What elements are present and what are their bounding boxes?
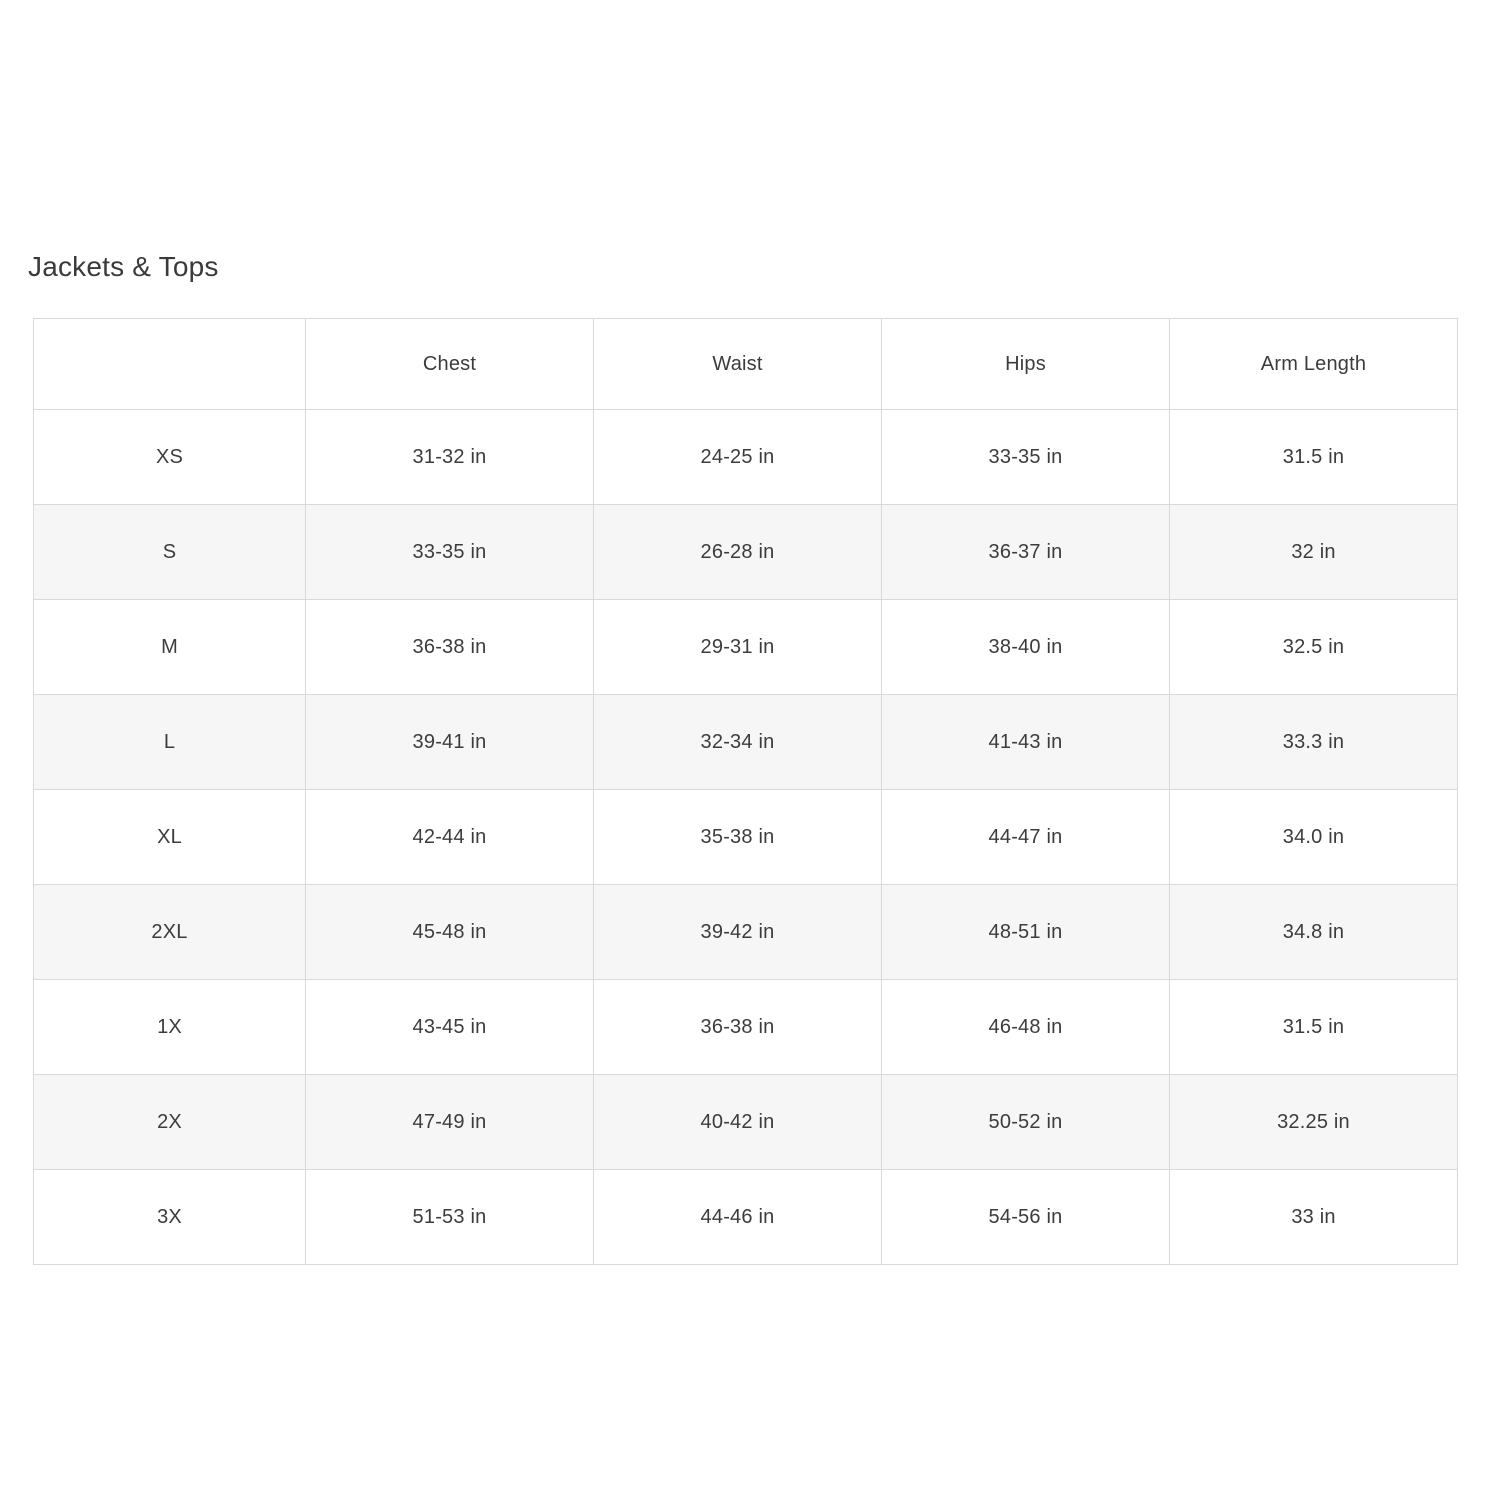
table-row: [34, 885, 1458, 980]
table-row: [34, 410, 1458, 505]
cell-waist: 24-25 in: [594, 410, 882, 505]
cell-hips: 44-47 in: [882, 790, 1170, 885]
table-row: [34, 1170, 1458, 1265]
table-body: [34, 410, 1458, 1265]
cell-arm-length: 32.5 in: [1170, 600, 1458, 695]
column-header-waist: Waist: [594, 319, 882, 410]
cell-arm-length: 33.3 in: [1170, 695, 1458, 790]
cell-arm-length: 31.5 in: [1170, 980, 1458, 1075]
cell-chest: 33-35 in: [306, 505, 594, 600]
cell-size: S: [34, 505, 306, 600]
cell-arm-length: 34.0 in: [1170, 790, 1458, 885]
cell-size: 2X: [34, 1075, 306, 1170]
column-header-hips: Hips: [882, 319, 1170, 410]
cell-size: M: [34, 600, 306, 695]
cell-hips: 41-43 in: [882, 695, 1170, 790]
cell-hips: 46-48 in: [882, 980, 1170, 1075]
cell-chest: 36-38 in: [306, 600, 594, 695]
cell-size: 1X: [34, 980, 306, 1075]
cell-chest: 51-53 in: [306, 1170, 594, 1265]
table-row: [34, 505, 1458, 600]
cell-chest: 47-49 in: [306, 1075, 594, 1170]
table-head: [34, 319, 1458, 410]
cell-arm-length: 32 in: [1170, 505, 1458, 600]
cell-waist: 44-46 in: [594, 1170, 882, 1265]
cell-arm-length: 33 in: [1170, 1170, 1458, 1265]
size-chart-table-wrapper: [33, 318, 1458, 1265]
cell-size: 2XL: [34, 885, 306, 980]
cell-arm-length: 31.5 in: [1170, 410, 1458, 505]
cell-size: XL: [34, 790, 306, 885]
column-header-chest: Chest: [306, 319, 594, 410]
table-row: [34, 695, 1458, 790]
table-row: [34, 980, 1458, 1075]
cell-hips: 33-35 in: [882, 410, 1170, 505]
table-row: [34, 1075, 1458, 1170]
cell-chest: 45-48 in: [306, 885, 594, 980]
table-row: [34, 600, 1458, 695]
cell-size: XS: [34, 410, 306, 505]
cell-hips: 38-40 in: [882, 600, 1170, 695]
cell-arm-length: 34.8 in: [1170, 885, 1458, 980]
column-header-size: [34, 319, 306, 410]
cell-waist: 35-38 in: [594, 790, 882, 885]
cell-waist: 39-42 in: [594, 885, 882, 980]
cell-hips: 48-51 in: [882, 885, 1170, 980]
cell-waist: 29-31 in: [594, 600, 882, 695]
cell-size: L: [34, 695, 306, 790]
cell-waist: 36-38 in: [594, 980, 882, 1075]
cell-arm-length: 32.25 in: [1170, 1075, 1458, 1170]
cell-chest: 31-32 in: [306, 410, 594, 505]
cell-chest: 43-45 in: [306, 980, 594, 1075]
cell-waist: 40-42 in: [594, 1075, 882, 1170]
table-row: [34, 790, 1458, 885]
cell-chest: 39-41 in: [306, 695, 594, 790]
table-header-row: [34, 319, 1458, 410]
column-header-arm-length: Arm Length: [1170, 319, 1458, 410]
cell-hips: 54-56 in: [882, 1170, 1170, 1265]
cell-hips: 36-37 in: [882, 505, 1170, 600]
cell-waist: 32-34 in: [594, 695, 882, 790]
cell-hips: 50-52 in: [882, 1075, 1170, 1170]
size-chart-table: [33, 318, 1458, 1265]
cell-waist: 26-28 in: [594, 505, 882, 600]
page-title: Jackets & Tops: [28, 250, 219, 282]
cell-size: 3X: [34, 1170, 306, 1265]
cell-chest: 42-44 in: [306, 790, 594, 885]
